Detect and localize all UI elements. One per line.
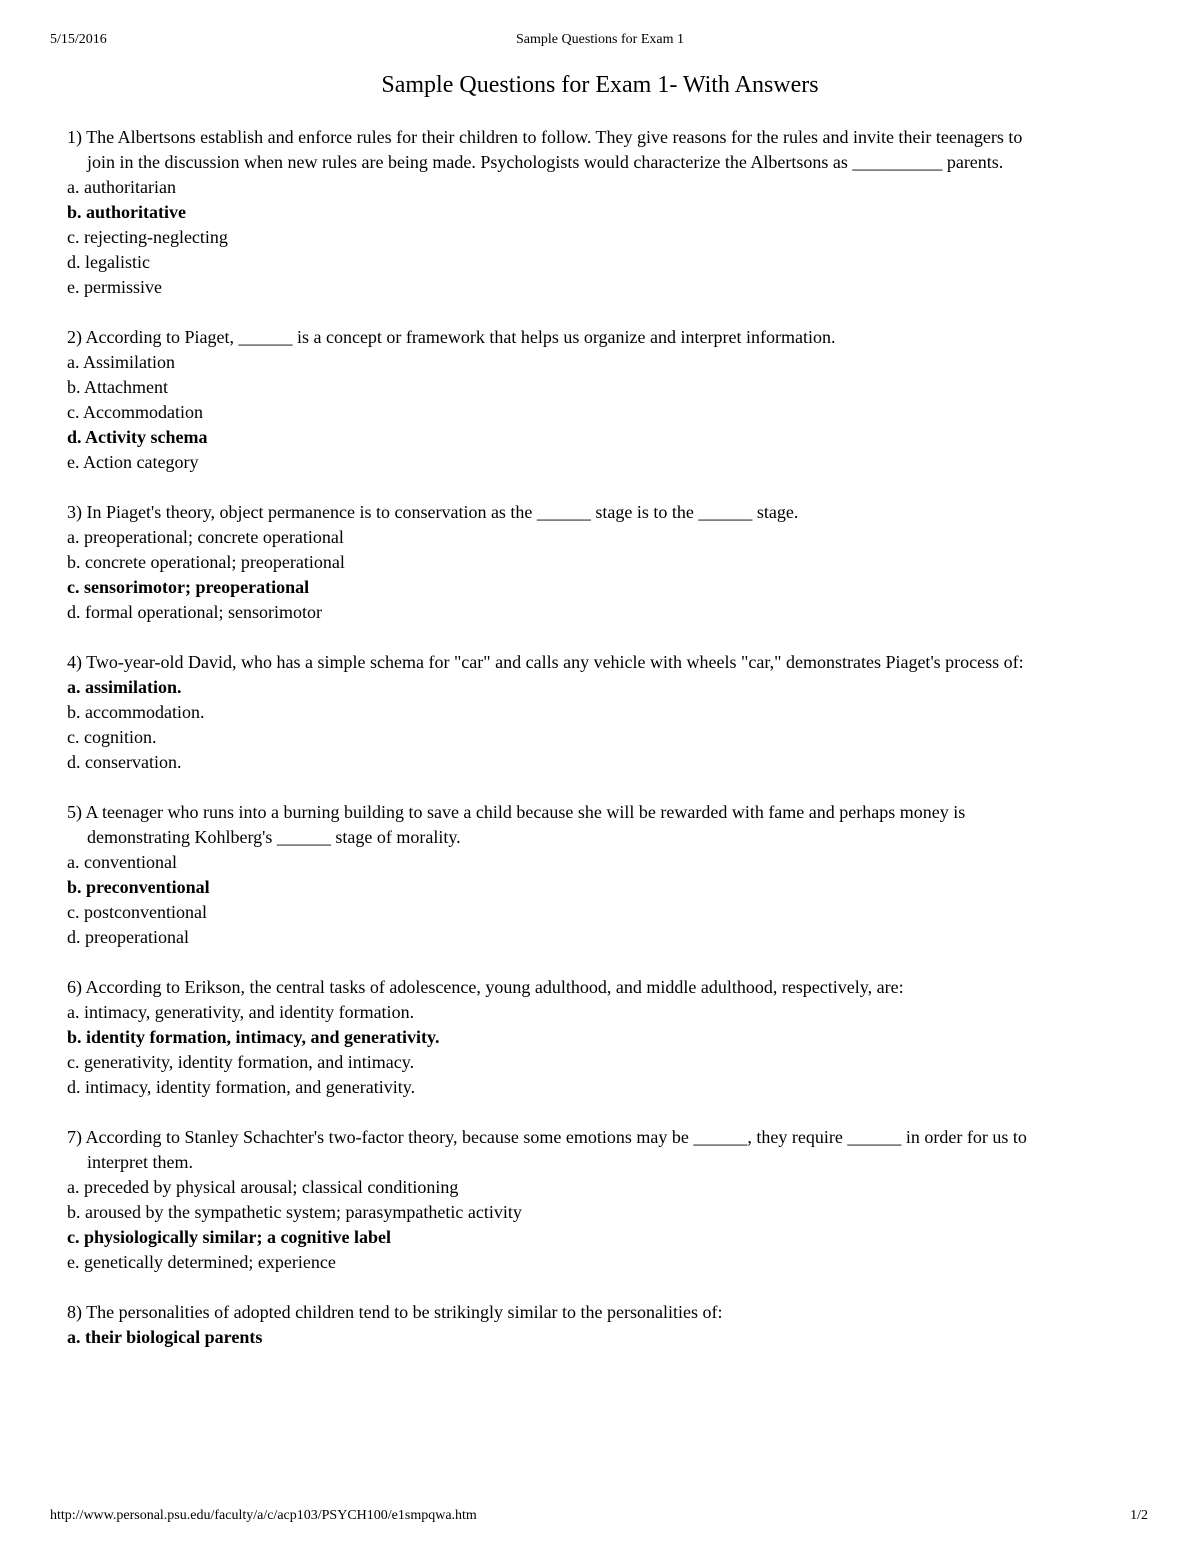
question-stem: 1) The Albertsons establish and enforce rules for their children to follow. They give reasons for the rules and invite their teenagers to	[67, 127, 1023, 147]
question-5	[67, 800, 1137, 950]
answer-option: a. conventional	[67, 852, 177, 872]
answer-option: d. legalistic	[67, 252, 150, 272]
answer-option: c. postconventional	[67, 902, 207, 922]
answer-option: d. conservation.	[67, 752, 182, 772]
answer-option: d. preoperational	[67, 927, 189, 947]
question-4	[67, 650, 1137, 775]
question-7	[67, 1125, 1137, 1275]
print-date: 5/15/2016	[50, 32, 107, 47]
page-number: 1/2	[1130, 1508, 1148, 1523]
answer-option: c. Accommodation	[67, 402, 203, 422]
answer-option: c. rejecting-neglecting	[67, 227, 228, 247]
answer-option: b. accommodation.	[67, 702, 205, 722]
answer-option: c. generativity, identity formation, and intimacy.	[67, 1052, 415, 1072]
print-header-title: Sample Questions for Exam 1	[516, 32, 684, 47]
question-stem: 6) According to Erikson, the central tasks of adolescence, young adulthood, and middle adulthood, respectively, are:	[67, 977, 904, 997]
correct-answer-option: c. sensorimotor; preoperational	[67, 577, 310, 597]
question-stem-continuation: join in the discussion when new rules are being made. Psychologists would characterize the Albertsons as __________ parents.	[87, 152, 1004, 172]
answer-option: e. permissive	[67, 277, 162, 297]
correct-answer-option: c. physiologically similar; a cognitive label	[67, 1227, 391, 1247]
answer-option: b. Attachment	[67, 377, 168, 397]
answer-option: a. preoperational; concrete operational	[67, 527, 344, 547]
answer-option: d. formal operational; sensorimotor	[67, 602, 322, 622]
question-stem: 3) In Piaget's theory, object permanence is to conservation as the ______ stage is to the ______ stage.	[67, 502, 799, 522]
question-stem-continuation: demonstrating Kohlberg's ______ stage of morality.	[87, 827, 461, 847]
question-3	[67, 500, 1137, 625]
question-stem: 7) According to Stanley Schachter's two-factor theory, because some emotions may be ______, they require ______ in order for us to	[67, 1127, 1027, 1147]
question-list	[67, 125, 1137, 1375]
question-8	[67, 1300, 1137, 1350]
question-stem: 8) The personalities of adopted children tend to be strikingly similar to the personalities of:	[67, 1302, 723, 1322]
question-2	[67, 325, 1137, 475]
correct-answer-option: a. assimilation.	[67, 677, 182, 697]
answer-option: d. intimacy, identity formation, and generativity.	[67, 1077, 416, 1097]
answer-option: b. concrete operational; preoperational	[67, 552, 345, 572]
answer-option: b. aroused by the sympathetic system; parasympathetic activity	[67, 1202, 522, 1222]
question-stem-continuation: interpret them.	[87, 1152, 193, 1172]
page-title: Sample Questions for Exam 1- With Answers	[381, 72, 819, 98]
question-stem: 2) According to Piaget, ______ is a concept or framework that helps us organize and interpret information.	[67, 327, 836, 347]
correct-answer-option: d. Activity schema	[67, 427, 208, 447]
correct-answer-option: a. their biological parents	[67, 1327, 263, 1347]
correct-answer-option: b. identity formation, intimacy, and generativity.	[67, 1027, 440, 1047]
answer-option: e. genetically determined; experience	[67, 1252, 336, 1272]
correct-answer-option: b. authoritative	[67, 202, 186, 222]
answer-option: a. authoritarian	[67, 177, 176, 197]
question-stem: 5) A teenager who runs into a burning building to save a child because she will be rewarded with fame and perhaps money is	[67, 802, 966, 822]
source-url: http://www.personal.psu.edu/faculty/a/c/acp103/PSYCH100/e1smpqwa.htm	[50, 1508, 477, 1523]
answer-option: a. intimacy, generativity, and identity formation.	[67, 1002, 415, 1022]
question-6	[67, 975, 1137, 1100]
question-1	[67, 125, 1137, 300]
question-stem: 4) Two-year-old David, who has a simple schema for "car" and calls any vehicle with wheels "car," demonstrates Piaget's process of:	[67, 652, 1024, 672]
answer-option: e. Action category	[67, 452, 199, 472]
correct-answer-option: b. preconventional	[67, 877, 210, 897]
answer-option: a. Assimilation	[67, 352, 175, 372]
answer-option: a. preceded by physical arousal; classical conditioning	[67, 1177, 459, 1197]
answer-option: c. cognition.	[67, 727, 157, 747]
